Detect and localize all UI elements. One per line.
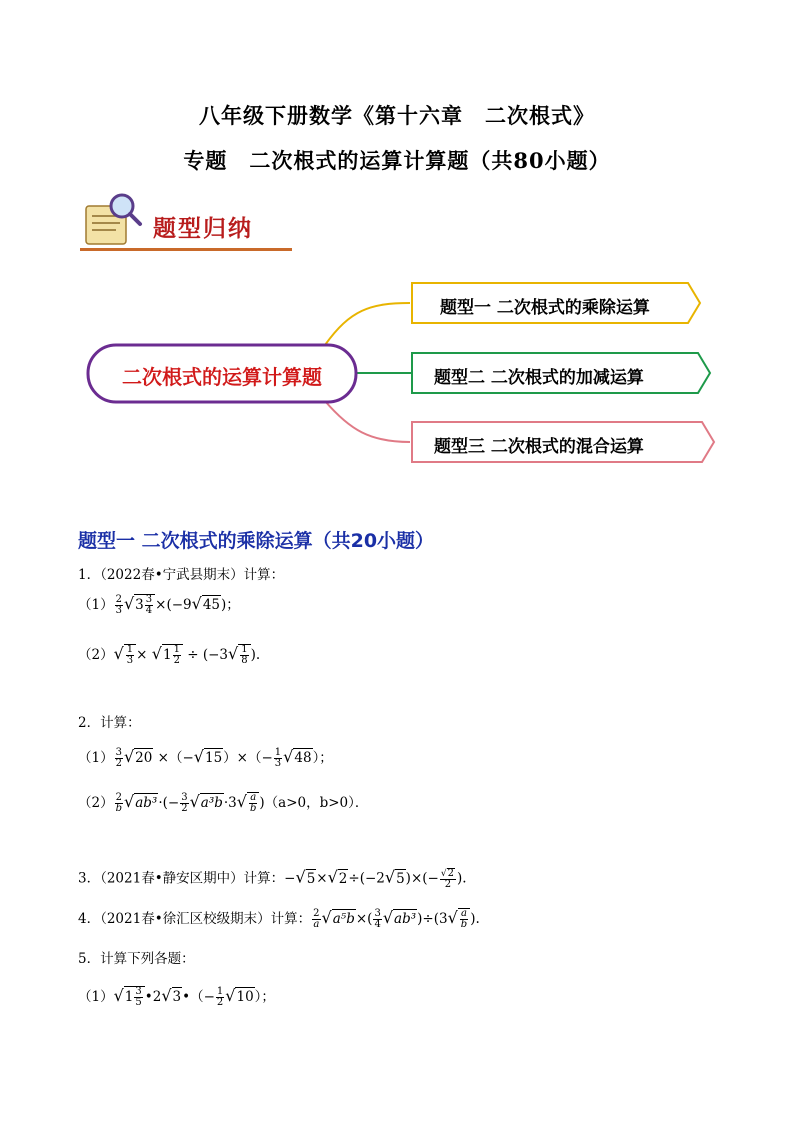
problem-4-stem: 4．（2021春•徐汇区校级期末）计算： bbox=[78, 911, 312, 927]
problem-3: 3．（2021春•静安区期中）计算：−√5×√2÷(−2√5)×(− $\frac{√2}{2}$ ). bbox=[78, 867, 467, 890]
condition-text: （a>0，b>0）． bbox=[264, 795, 369, 811]
section-heading: 题型一 二次根式的乘除运算（共20小题） bbox=[78, 530, 435, 552]
part-label: （1） bbox=[78, 989, 114, 1005]
part-label: （1） bbox=[78, 597, 114, 613]
notebook-magnifier-icon bbox=[78, 190, 148, 250]
mindmap-branch-3: 题型三 二次根式的混合运算 bbox=[434, 437, 644, 457]
part-label: （2） bbox=[78, 795, 114, 811]
document-subtitle: 专题 二次根式的运算计算题（共80小题） bbox=[183, 148, 611, 173]
problem-2-part-2: （2） $\frac{2}{b}$ √ab³·(− $\frac{3}{2}$ √a³b·3√ $\frac{a}{b}$ )（a>0，b>0）． bbox=[78, 792, 369, 814]
problem-1-part-1: （1） $\frac{2}{3}$ √3 $\frac{3}{4}$ ×(−9√45)； bbox=[78, 594, 240, 616]
mindmap-branch-1: 题型一 二次根式的乘除运算 bbox=[440, 298, 650, 318]
part-label: （1） bbox=[78, 750, 114, 766]
problem-5-stem: 5．计算下列各题： bbox=[78, 951, 195, 967]
problem-5-part-1: （1）√1 $\frac{3}{5}$ •2√3•（− $\frac{1}{2}$ √10）； bbox=[78, 986, 275, 1008]
mindmap-branch-2: 题型二 二次根式的加减运算 bbox=[434, 368, 644, 388]
banner-label: 题型归纳 bbox=[153, 215, 253, 242]
problem-2-stem: 2．计算： bbox=[78, 715, 141, 731]
problem-1-stem: 1．（2022春•宁武县期末）计算： bbox=[78, 567, 285, 583]
problem-2-part-1: （1） $\frac{3}{2}$ √20 ×（−√15）×（− $\frac{1}{3}$ √48）； bbox=[78, 747, 333, 769]
problem-3-stem: 3．（2021春•静安区期中）计算： bbox=[78, 870, 285, 887]
problem-1-part-2: （2）√ $\frac{1}{3}$ × √1 $\frac{1}{2}$ ÷ (−3√ $\frac{1}{8}$ ). bbox=[78, 644, 261, 666]
document-title: 八年级下册数学《第十六章 二次根式》 bbox=[199, 103, 595, 128]
problem-4: 4．（2021春•徐汇区校级期末）计算： $\frac{2}{a}$ √a⁵b×( $\frac{3}{4}$ √ab³)÷(3√ $\frac{a}{b}$ ). bbox=[78, 908, 480, 930]
mindmap-center-label: 二次根式的运算计算题 bbox=[122, 365, 322, 389]
banner-underline bbox=[80, 248, 292, 251]
part-label: （2） bbox=[78, 647, 114, 663]
section-banner bbox=[78, 190, 293, 254]
